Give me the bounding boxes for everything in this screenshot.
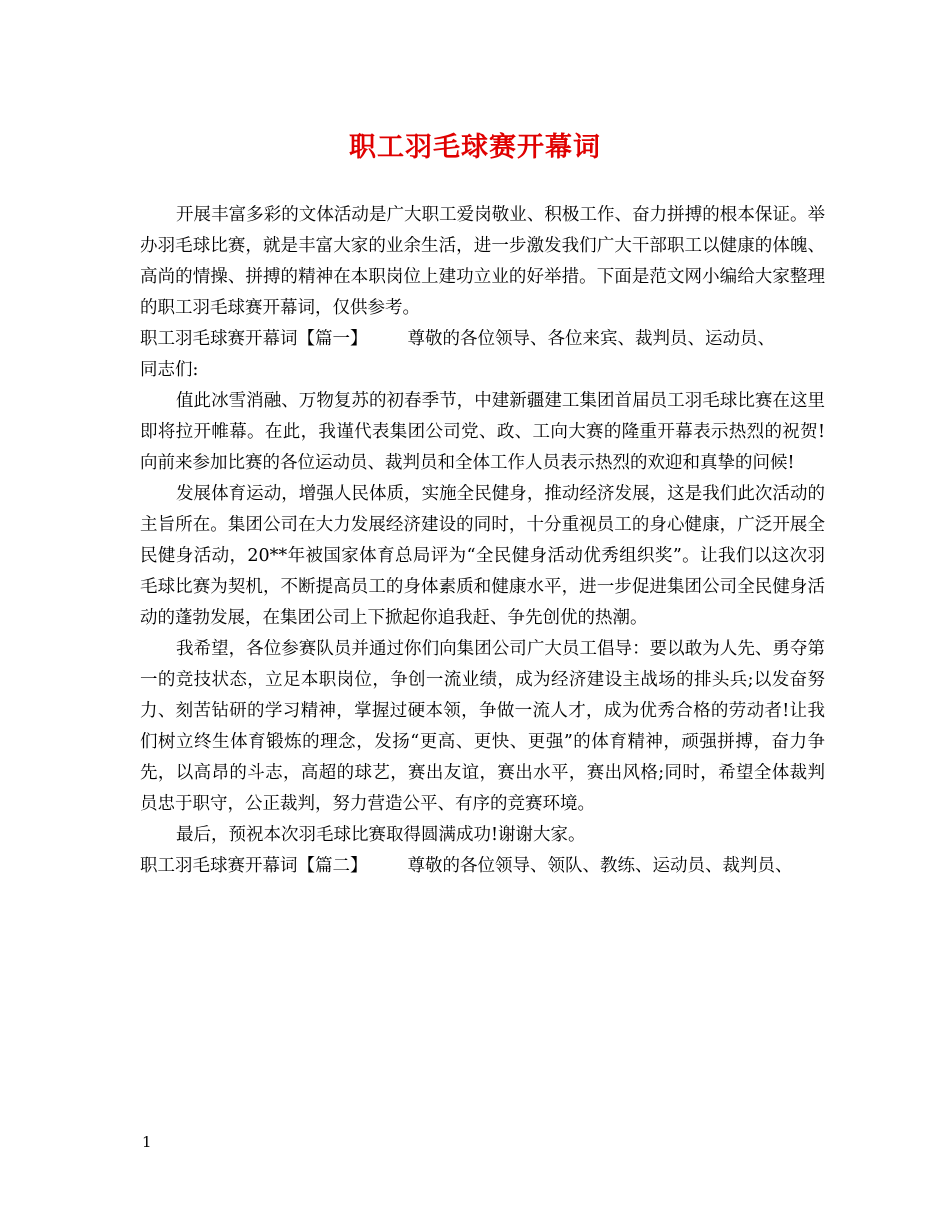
section-1-salutation-continued: 同志们: [140, 360, 199, 380]
closing-paragraph: 最后，预祝本次羽毛球比赛取得圆满成功!谢谢大家。 [176, 825, 586, 845]
page-number: 1 [142, 1133, 152, 1151]
section-1-salutation: 尊敬的各位领导、各位来宾、裁判员、运动员、 [407, 329, 775, 349]
document-title: 职工羽毛球赛开幕词 [349, 132, 601, 163]
section-2-heading-line [140, 851, 825, 882]
section-1-heading: 职工羽毛球赛开幕词【篇一】 [140, 329, 368, 349]
body-paragraph-1: 值此冰雪消融、万物复苏的初春季节，中建新疆建工集团首届员工羽毛球比赛在这里即将拉开帷幕。在此，我谨代表集团公司党、政、工向大赛的隆重开幕表示热烈的祝贺!向前来参加比赛的各位运动员、裁判员和全体工作人员表示热烈的欢迎和真挚的问候! [140, 391, 825, 473]
section-1-heading-line [140, 324, 825, 355]
body-paragraph-3: 我希望，各位参赛队员并通过你们向集团公司广大员工倡导：要以敢为人先、勇夺第一的竞技状态，立足本职岗位，争创一流业绩，成为经济建设主战场的排头兵;以发奋努力、刻苦钻研的学习精神，掌握过硬本领，争做一流人才，成为优秀合格的劳动者!让我们树立终生体育锻炼的理念，发扬“更高、更快、更强”的体育精神，顽强拼搏，奋力争先，以高昂的斗志，高超的球艺，赛出友谊，赛出水平，赛出风格;同时，希望全体裁判员忠于职守，公正裁判，努力营造公平、有序的竞赛环境。 [140, 639, 825, 814]
section-2-salutation: 尊敬的各位领导、领队、教练、运动员、裁判员、 [407, 856, 793, 876]
body-paragraph-2: 发展体育运动，增强人民体质，实施全民健身，推动经济发展，这是我们此次活动的主旨所在。集团公司在大力发展经济建设的同时，十分重视员工的身心健康，广泛开展全民健身活动，20**年被国家体育总局评为“全民健身活动优秀组织奖”。让我们以这次羽毛球比赛为契机，不断提高员工的身体素质和健康水平，进一步促进集团公司全民健身活动的蓬勃发展，在集团公司上下掀起你追我赶、争先创优的热潮。 [140, 484, 825, 628]
section-2-heading: 职工羽毛球赛开幕词【篇二】 [140, 856, 368, 876]
document-body [140, 200, 825, 882]
intro-paragraph: 开展丰富多彩的文体活动是广大职工爱岗敬业、积极工作、奋力拼搏的根本保证。举办羽毛球比赛，就是丰富大家的业余生活，进一步激发我们广大干部职工以健康的体魄、高尚的情操、拼搏的精神在本职岗位上建功立业的好举措。下面是范文网小编给大家整理的职工羽毛球赛开幕词，仅供参考。 [140, 205, 825, 318]
